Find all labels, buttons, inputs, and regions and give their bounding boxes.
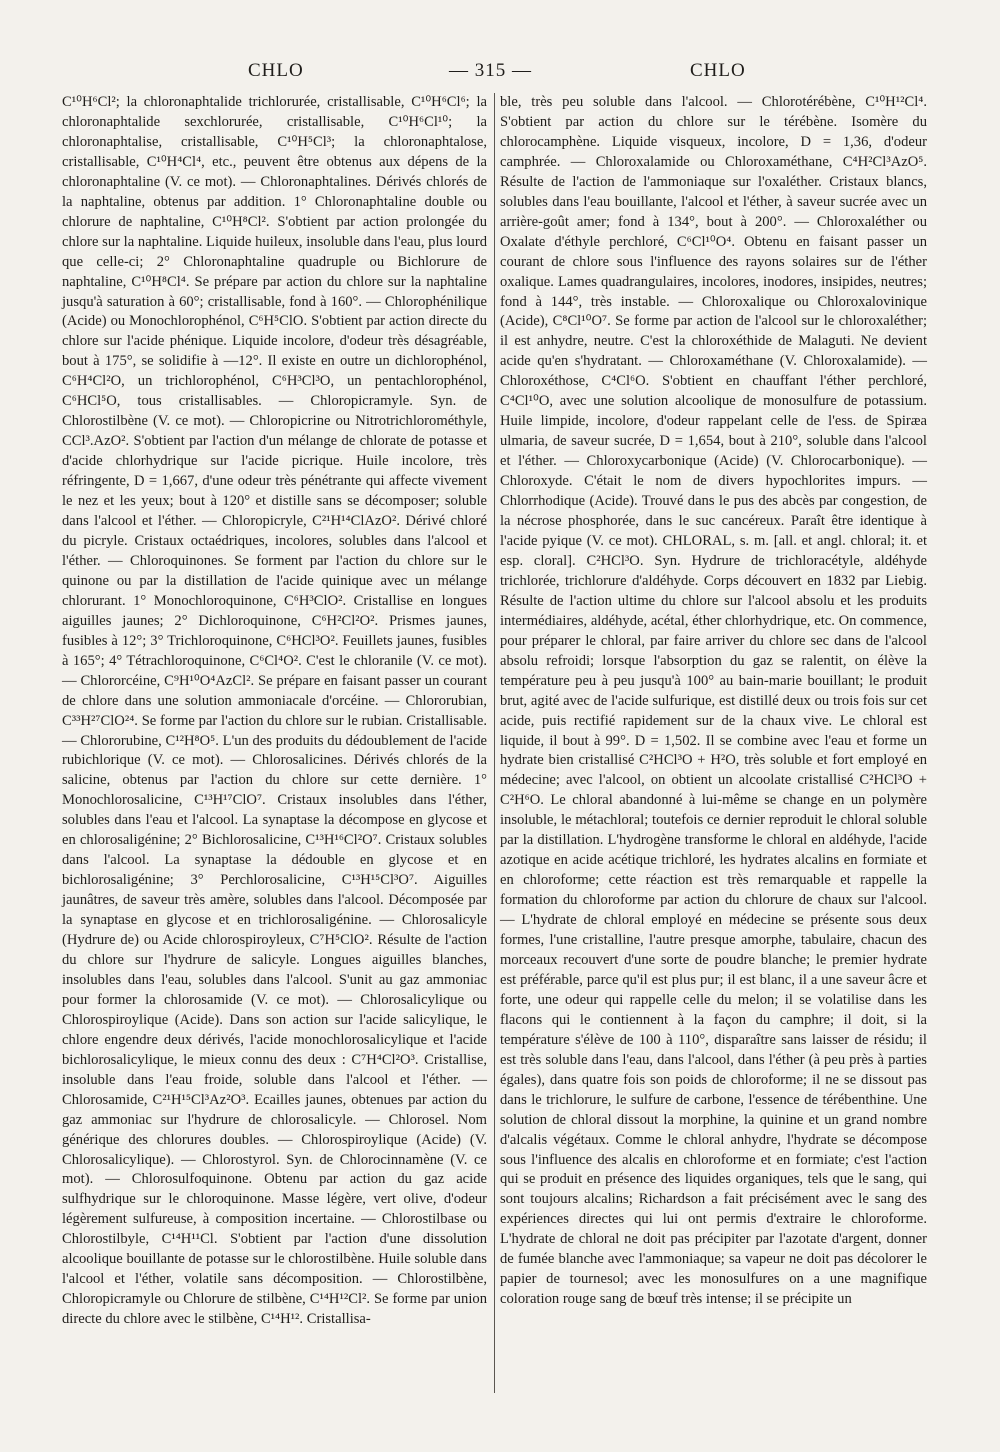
right-column-text: ble, très peu soluble dans l'alcool. — Chlorotérébène, C¹⁰H¹²Cl⁴. S'obtient par action du chlore sur le térébène. Isomère du chlorocamphène. Liquide visqueux, incolore, D = 1,36, d'odeur camphrée. — Chloroxalamide ou Chloroxaméthane, C⁴H²Cl³AzO⁵. Résulte de l'action de l'ammoniaque sur l'oxaléther. Cristaux blancs, solubles dans l'eau bouillante, l'alcool et l'éther, à saveur sucrée avec un arrière-goût amer; fond à 134°, bout à 200°. — Chloroxaléther ou Oxalate d'éthyle perchloré, C⁶Cl¹⁰O⁴. Obtenu en faisant passer un courant de chlore sous l'influence des rayons solaires sur de l'éther oxalique. Lames quadrangulaires, incolores, inodores, insipides, neutres; fond à 144°, très instable. — Chloroxalique ou Chloroxalovinique (Acide), C⁸Cl¹⁰O⁷. Se forme par action de l'alcool sur le chloroxaléther; il est anhydre, neutre. C'est la chloroxéthide de Malaguti. Ne devient acide qu'en s'hydratant. — Chloroxaméthane (V. Chloroxalamide). — Chloroxéthose, C⁴Cl⁶O. S'obtient en chauffant l'éther perchloré, C⁴Cl¹⁰O, avec une solution alcoolique de monosulfure de potassium. Huile limpide, incolore, d'odeur rappelant celle de l'ess. de Spiræa ulmaria, de saveur sucrée, D = 1,654, bout à 210°, soluble dans l'alcool et l'éther. — Chloroxycarbonique (Acide) (V. Chlorocarbonique). — Chloroxyde. C'était le nom de divers hypochlorites impurs. — Chlorrhodique (Acide). Trouvé dans le pus des abcès par congestion, de la nécrose phosphorée, dans le suc cancéreux. Paraît être identique à l'acide pyique (V. ce mot). CHLORAL, s. m. [all. et angl. chloral; it. et esp. cloral]. C²HCl³O. Syn. Hydrure de trichloracétyle, aldéhyde trichlorée, trichlorure d'aldéhyde. Corps découvert en 1832 par Liebig. Résulte de l'action ultime du chlore sur l'alcool absolu et les produits intermédiaires, aldéhyde, acétal, éther chlorhydrique, etc. On commence, pour préparer le chloral, par faire arriver du chlore sec dans de l'alcool absolu refroidi; lorsque l'absorption du gaz se ralentit, on élève la température peu à peu jusqu'à 100° au bain-marie bouillant; le produit brut, agité avec de l'acide sulfurique, est distillé deux ou trois fois sur cet acide, puis rectifié rapidement sur de la chaux vive. Le chloral est liquide, il bout à 99°. D = 1,502. Il se combine avec l'eau et forme un hydrate bien cristallisé C²HCl³O + H²O, très soluble et fort employé en médecine; avec l'alcool, on obtient un alcoolate cristallisé C²HCl³O + C²H⁶O. Le chloral abandonné à lui-même se change en un polymère insoluble, le métachloral; toutefois ce dernier reproduit le chloral soluble par la distillation. L'hydrogène transforme le chloral en aldéhyde, l'acide azotique en acide acétique trichloré, les hydrates alcalins en formiate et en chloroforme; cette réaction est très remarquable et rappelle la formation du chloroforme par action du chlorure de chaux sur l'alcool. — L'hydrate de chloral employé en médecine se présente sous deux formes, l'une cristalline, l'autre presque amorphe, tabulaire, chacun des morceaux recouvert d'une sorte de poudre blanche; le premier hydrate est préférable, parce qu'il est plus pur; il est blanc, il a une saveur âcre et forte, une odeur qui rappelle celle du melon; il se volatilise dans les flacons qui le contiennent à la façon du camphre; il doit, si la température s'élève de 100 à 110°, disparaître sans laisser de résidu; il est très soluble dans l'eau, dans l'alcool, dans l'éther (à peu près à parties égales), dans quatre fois son poids de chloroforme; il ne se dissout pas dans le trichlorure, le sulfure de carbone, l'essence de térébenthine. Une solution de chloral dissout la morphine, la quinine et un grand nombre d'alcalis végétaux. Comme le chloral anhydre, l'hydrate se décompose sous l'influence des alcalis en chloroforme et en formiate; c'est l'action qui se produit en présence des liquides organiques, tels que le sang, qui sont toujours alcalins; Richardson a fait précisément avec le sang des expériences directes qui lui ont permis d'extraire le chloroforme. L'hydrate de chloral ne doit pas précipiter par l'azotate d'argent, donner de fumée blanche avec l'ammoniaque; sa vapeur ne doit pas décolorer le papier de tournesol; avec les monosulfures on a une magnifique coloration rouge sang de bœuf très intense; il se précipite un (500, 94, 927, 1308)
running-head-right: CHLO (690, 60, 746, 81)
page-header (0, 60, 1000, 86)
right-column (500, 93, 927, 1310)
column-divider (494, 93, 495, 1393)
page-number: — 315 — (449, 60, 532, 81)
running-head-left: CHLO (248, 60, 304, 81)
left-column-text: C¹⁰H⁶Cl²; la chloronaphtalide trichlorurée, cristallisable, C¹⁰H⁶Cl⁶; la chloronaphtalide sexchlorurée, cristallisable, C¹⁰H⁶Cl¹⁰; la chloronaphtalise, cristallisable, C¹⁰H⁵Cl³; la chloronaphtalose, cristallisable, C¹⁰H⁴Cl⁴, etc., peuvent être obtenus aux dépens de la chloronaphtaline (V. ce mot). — Chloronaphtalines. Dérivés chlorés de la naphtaline, obtenus par addition. 1° Chloronaphtaline double ou chlorure de naphtaline, C¹⁰H⁸Cl². S'obtient par action prolongée du chlore sur la naphtaline. Liquide huileux, insoluble dans l'eau, plus lourd que celle-ci; 2° Chloronaphtaline quadruple ou Bichlorure de naphtaline, C¹⁰H⁸Cl⁴. Se prépare par action du chlore sur la naphtaline jusqu'à saturation à 60°; cristallisable, fond à 160°. — Chlorophénilique (Acide) ou Monochlorophénol, C⁶H⁵ClO. S'obtient par action directe du chlore sur l'acide phénique. Liquide incolore, d'odeur très désagréable, bout à 175°, se solidifie à —12°. Il existe en outre un dichlorophénol, C⁶H⁴Cl²O, un trichlorophénol, C⁶H³Cl³O, un pentachlorophénol, C⁶HCl⁵O, tous cristallisables. — Chloropicramyle. Syn. de Chlorostilbène (V. ce mot). — Chloropicrine ou Nitrotrichlorométhyle, CCl³.AzO². S'obtient par l'action d'un mélange de chlorate de potasse et d'acide chlorhydrique sur l'acide picrique. Huile incolore, très réfringente, D = 1,667, d'une odeur très pénétrante qui affecte vivement le nez et les yeux; bout à 120° et distille sans se décomposer; soluble dans l'alcool et l'éther. — Chloropicryle, C²¹H¹⁴ClAzO². Dérivé chloré du picryle. Cristaux octaédriques, incolores, solubles dans l'alcool et l'éther. — Chloroquinones. Se forment par l'action du chlore sur le quinone ou par la distillation de l'acide quinique avec un mélange chlorurant. 1° Monochloroquinone, C⁶H³ClO². Cristallise en longues aiguilles jaunes; 2° Dichloroquinone, C⁶H²Cl²O². Prismes jaunes, fusibles à 12°; 3° Trichloroquinone, C⁶HCl³O². Feuillets jaunes, fusibles à 165°; 4° Tétrachloroquinone, C⁶Cl⁴O². C'est le chloranile (V. ce mot). — Chlororcéine, C⁹H¹⁰O⁴AzCl². Se prépare en faisant passer un courant de chlore dans une solution ammoniacale d'orcéine. — Chlororubian, C³³H²⁷ClO²⁴. Se forme par l'action du chlore sur le rubian. Cristallisable. — Chlororubine, C¹²H⁸O⁵. L'un des produits du dédoublement de l'acide rubichlorique (V. ce mot). — Chlorosalicines. Dérivés chlorés de la salicine, obtenus par l'action du chlore sur cette dernière. 1° Monochlorosalicine, C¹³H¹⁷ClO⁷. Cristaux insolubles dans l'éther, solubles dans l'eau et l'alcool. La synaptase la décompose en glycose et en chlorosaligénine; 2° Bichlorosalicine, C¹³H¹⁶Cl²O⁷. Cristaux solubles dans l'alcool. La synaptase la dédouble en glycose et en bichlorosaligénine; 3° Perchlorosalicine, C¹³H¹⁵Cl³O⁷. Aiguilles jaunâtres, de saveur très amère, solubles dans l'alcool. Décomposée par la synaptase en glycose et en trichlorosaligénine. — Chlorosalicyle (Hydrure de) ou Acide chlorospiroyleux, C⁷H⁵ClO². Résulte de l'action du chlore sur l'hydrure de salicyle. Longues aiguilles blanches, insolubles dans l'eau, solubles dans l'alcool. S'unit au gaz ammoniac pour former la chlorosamide (V. ce mot). — Chlorosalicylique ou Chlorospiroylique (Acide). Dans son action sur l'acide salicylique, le chlore engendre deux dérivés, l'acide monochlorosalicylique et l'acide bichlorosalicylique, le mieux connu des deux : C⁷H⁴Cl²O³. Cristallise, insoluble dans l'eau froide, soluble dans l'alcool et l'éther. — Chlorosamide, C²¹H¹⁵Cl³Az²O³. Ecailles jaunes, obtenues par action du gaz ammoniac sur l'hydrure de chlorosalicyle. — Chlorosel. Nom générique des chlorures doubles. — Chlorospiroylique (Acide) (V. Chlorosalicylique). — Chlorostyrol. Syn. de Chlorocinnamène (V. ce mot). — Chlorosulfoquinone. Obtenu par action du gaz acide sulfhydrique sur le chloroquinone. Masse légère, vert olive, d'odeur légèrement sulfureuse, à composition incertaine. — Chlorostilbase ou Chlorostilbyle, C¹⁴H¹¹Cl. S'obtient par l'action d'une dissolution alcoolique bouillante de potasse sur le chlorostilbène. Huile soluble dans l'alcool et l'éther, volatile sans décomposition. — Chlorostilbène, Chloropicramyle ou Chlorure de stilbène, C¹⁴H¹²Cl². Se forme par union directe du chlore avec le stilbène, C¹⁴H¹². Cristallisa- (62, 94, 487, 1328)
left-column (62, 93, 487, 1330)
